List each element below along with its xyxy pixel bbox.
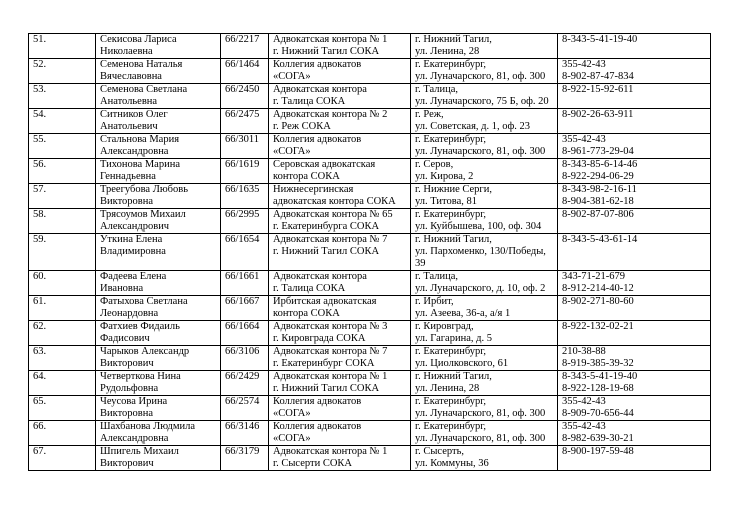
bar-organization-line: контора СОКА	[273, 308, 340, 319]
office-address-line: ул. Советская, д. 1, оф. 23	[415, 121, 531, 132]
phone-numbers-cell	[558, 271, 711, 296]
office-address-cell	[411, 371, 558, 396]
phone-numbers-line: 8-982-639-30-21	[562, 433, 634, 444]
lawyer-name-line: Фатхиев Фидаиль	[100, 321, 180, 332]
row-number-line: 62.	[33, 321, 47, 332]
office-address-line: г. Нижний Тагил,	[415, 34, 492, 45]
table-row	[29, 346, 711, 371]
registry-number-cell	[221, 271, 269, 296]
lawyer-name-line: Стальнова Мария	[100, 134, 180, 145]
registry-number-cell	[221, 59, 269, 84]
row-number-cell	[29, 59, 96, 84]
table-row	[29, 59, 711, 84]
row-number-line: 66.	[33, 421, 47, 432]
phone-numbers-cell	[558, 446, 711, 471]
lawyer-name-line: Геннадьевна	[100, 171, 156, 182]
row-number-line: 65.	[33, 396, 47, 407]
registry-number-cell	[221, 446, 269, 471]
office-address-cell	[411, 234, 558, 271]
lawyer-name-line: Семенова Наталья	[100, 59, 183, 70]
lawyer-name-cell	[96, 59, 221, 84]
phone-numbers-line: 355-42-43	[562, 421, 606, 432]
row-number-cell	[29, 234, 96, 271]
row-number-cell	[29, 396, 96, 421]
phone-numbers-cell	[558, 59, 711, 84]
phone-numbers-cell	[558, 346, 711, 371]
registry-number-cell	[221, 371, 269, 396]
registry-number-cell	[221, 184, 269, 209]
registry-number-cell	[221, 421, 269, 446]
row-number-line: 63.	[33, 346, 47, 357]
lawyer-name-line: Фадеева Елена	[100, 271, 167, 282]
registry-number-line: 66/3011	[225, 134, 260, 145]
office-address-line: 39	[415, 258, 426, 269]
office-address-line: г. Екатеринбург,	[415, 209, 487, 220]
bar-organization-line: г. Талица СОКА	[273, 96, 346, 107]
registry-number-line: 66/2475	[225, 109, 260, 120]
phone-numbers-line: 355-42-43	[562, 59, 606, 70]
registry-number-cell	[221, 346, 269, 371]
registry-number-cell	[221, 321, 269, 346]
bar-organization-line: Адвокатская контора № 7	[273, 234, 388, 245]
bar-organization-cell	[269, 84, 411, 109]
phone-numbers-line: 8-343-5-41-19-40	[562, 371, 638, 382]
registry-number-line: 66/1464	[225, 59, 260, 70]
registry-table-body	[29, 34, 711, 471]
office-address-cell	[411, 271, 558, 296]
lawyer-name-cell	[96, 346, 221, 371]
office-address-line: ул. Ленина, 28	[415, 46, 480, 57]
office-address-cell	[411, 159, 558, 184]
row-number-cell	[29, 346, 96, 371]
phone-numbers-line: 8-919-385-39-32	[562, 358, 634, 369]
office-address-line: г. Талица,	[415, 84, 459, 95]
office-address-cell	[411, 34, 558, 59]
phone-numbers-cell	[558, 396, 711, 421]
phone-numbers-line: 8-922-294-06-29	[562, 171, 634, 182]
bar-organization-line: Адвокатская контора № 65	[273, 209, 393, 220]
row-number-line: 51.	[33, 34, 47, 45]
office-address-line: ул. Пархоменко, 130/Победы,	[415, 246, 546, 257]
office-address-line: г. Екатеринбург,	[415, 346, 487, 357]
office-address-line: ул. Луначарского, д. 10, оф. 2	[415, 283, 546, 294]
lawyer-name-line: Фадисович	[100, 333, 150, 344]
bar-organization-line: Нижнесергинская	[273, 184, 354, 195]
registry-number-cell	[221, 84, 269, 109]
office-address-cell	[411, 396, 558, 421]
lawyer-name-line: Ивановна	[100, 283, 144, 294]
lawyer-name-cell	[96, 321, 221, 346]
bar-organization-line: Адвокатская контора № 3	[273, 321, 388, 332]
phone-numbers-line: 8-902-87-07-806	[562, 209, 634, 220]
row-number-cell	[29, 321, 96, 346]
row-number-line: 60.	[33, 271, 47, 282]
bar-organization-cell	[269, 159, 411, 184]
phone-numbers-cell	[558, 134, 711, 159]
phone-numbers-line: 8-961-773-29-04	[562, 146, 634, 157]
bar-organization-cell	[269, 421, 411, 446]
table-row	[29, 34, 711, 59]
lawyer-name-line: Николаевна	[100, 46, 153, 57]
bar-organization-line: г. Кировграда СОКА	[273, 333, 366, 344]
office-address-line: ул. Коммуны, 36	[415, 458, 489, 469]
phone-numbers-cell	[558, 34, 711, 59]
bar-organization-cell	[269, 321, 411, 346]
bar-organization-line: Коллегия адвокатов	[273, 421, 362, 432]
table-row	[29, 84, 711, 109]
bar-organization-cell	[269, 296, 411, 321]
registry-number-cell	[221, 296, 269, 321]
row-number-line: 64.	[33, 371, 47, 382]
registry-number-cell	[221, 209, 269, 234]
phone-numbers-cell	[558, 209, 711, 234]
lawyer-name-cell	[96, 421, 221, 446]
office-address-line: г. Екатеринбург,	[415, 134, 487, 145]
registry-number-line: 66/1619	[225, 159, 260, 170]
office-address-cell	[411, 134, 558, 159]
lawyer-name-line: Тихонова Марина	[100, 159, 180, 170]
lawyer-name-cell	[96, 209, 221, 234]
office-address-cell	[411, 296, 558, 321]
lawyer-name-cell	[96, 184, 221, 209]
registry-number-line: 66/2995	[225, 209, 260, 220]
registry-number-line: 66/1664	[225, 321, 260, 332]
phone-numbers-line: 8-900-197-59-48	[562, 446, 634, 457]
office-address-cell	[411, 421, 558, 446]
lawyer-name-line: Викторовна	[100, 408, 154, 419]
bar-organization-line: Адвокатская контора № 1	[273, 371, 388, 382]
bar-organization-line: Адвокатская контора № 1	[273, 34, 388, 45]
bar-organization-line: «СОГА»	[273, 71, 311, 82]
office-address-line: г. Екатеринбург,	[415, 396, 487, 407]
row-number-cell	[29, 371, 96, 396]
office-address-line: г. Нижний Тагил,	[415, 371, 492, 382]
registry-number-line: 66/2574	[225, 396, 260, 407]
row-number-cell	[29, 421, 96, 446]
office-address-cell	[411, 321, 558, 346]
office-address-line: ул. Ленина, 28	[415, 383, 480, 394]
bar-organization-line: г. Реж СОКА	[273, 121, 331, 132]
bar-organization-line: Серовская адвокатская	[273, 159, 376, 170]
lawyer-name-line: Александровна	[100, 433, 169, 444]
bar-organization-line: адвокатская контора СОКА	[273, 196, 396, 207]
registry-number-line: 66/3179	[225, 446, 260, 457]
office-address-line: г. Талица,	[415, 271, 459, 282]
phone-numbers-cell	[558, 234, 711, 271]
lawyer-name-line: Шахбанова Людмила	[100, 421, 196, 432]
row-number-cell	[29, 84, 96, 109]
row-number-cell	[29, 296, 96, 321]
bar-organization-line: «СОГА»	[273, 146, 311, 157]
row-number-cell	[29, 209, 96, 234]
office-address-cell	[411, 346, 558, 371]
phone-numbers-line: 8-922-15-92-611	[562, 84, 634, 95]
registry-number-cell	[221, 234, 269, 271]
registry-number-line: 66/1661	[225, 271, 260, 282]
office-address-line: ул. Луначарского, 81, оф. 300	[415, 71, 546, 82]
phone-numbers-cell	[558, 371, 711, 396]
phone-numbers-line: 8-343-98-2-16-11	[562, 184, 637, 195]
lawyer-name-line: Семенова Светлана	[100, 84, 188, 95]
bar-organization-cell	[269, 134, 411, 159]
row-number-line: 59.	[33, 234, 47, 245]
bar-organization-cell	[269, 446, 411, 471]
row-number-line: 58.	[33, 209, 47, 220]
registry-number-cell	[221, 34, 269, 59]
lawyer-name-line: Чеусова Ирина	[100, 396, 168, 407]
registry-number-line: 66/1667	[225, 296, 260, 307]
lawyer-name-line: Фатыхова Светлана	[100, 296, 188, 307]
lawyer-name-cell	[96, 446, 221, 471]
row-number-line: 57.	[33, 184, 47, 195]
table-row	[29, 209, 711, 234]
phone-numbers-line: 343-71-21-679	[562, 271, 625, 282]
office-address-line: ул. Гагарина, д. 5	[415, 333, 492, 344]
registry-number-cell	[221, 159, 269, 184]
lawyer-name-cell	[96, 134, 221, 159]
lawyer-name-line: Ситников Олег	[100, 109, 168, 120]
bar-organization-cell	[269, 234, 411, 271]
phone-numbers-line: 355-42-43	[562, 134, 606, 145]
lawyer-name-cell	[96, 396, 221, 421]
row-number-cell	[29, 34, 96, 59]
lawyer-name-line: Трясоумов Михаил	[100, 209, 186, 220]
table-row	[29, 371, 711, 396]
lawyer-name-line: Викторовна	[100, 196, 154, 207]
lawyer-name-line: Секисова Лариса	[100, 34, 177, 45]
lawyer-name-cell	[96, 34, 221, 59]
phone-numbers-line: 8-343-5-43-61-14	[562, 234, 638, 245]
phone-numbers-cell	[558, 321, 711, 346]
row-number-cell	[29, 109, 96, 134]
table-row	[29, 421, 711, 446]
bar-organization-line: Адвокатская контора № 1	[273, 446, 388, 457]
row-number-cell	[29, 134, 96, 159]
registry-number-cell	[221, 134, 269, 159]
office-address-line: г. Сысерть,	[415, 446, 464, 457]
table-row	[29, 446, 711, 471]
row-number-line: 67.	[33, 446, 47, 457]
lawyer-name-line: Четверткова Нина	[100, 371, 181, 382]
office-address-line: ул. Циолковского, 61	[415, 358, 509, 369]
lawyer-name-line: Александрович	[100, 221, 170, 232]
lawyer-name-cell	[96, 84, 221, 109]
bar-organization-cell	[269, 271, 411, 296]
lawyer-name-line: Викторович	[100, 458, 154, 469]
bar-organization-line: г. Нижний Тагил СОКА	[273, 383, 380, 394]
phone-numbers-line: 8-902-271-80-60	[562, 296, 634, 307]
office-address-line: ул. Луначарского, 81, оф. 300	[415, 146, 546, 157]
office-address-line: г. Нижний Тагил,	[415, 234, 492, 245]
registry-number-cell	[221, 109, 269, 134]
bar-organization-line: контора СОКА	[273, 171, 340, 182]
table-row	[29, 109, 711, 134]
bar-organization-cell	[269, 34, 411, 59]
bar-organization-cell	[269, 371, 411, 396]
phone-numbers-line: 8-343-5-41-19-40	[562, 34, 638, 45]
office-address-line: г. Реж,	[415, 109, 444, 120]
lawyer-name-cell	[96, 109, 221, 134]
phone-numbers-line: 8-902-26-63-911	[562, 109, 634, 120]
bar-organization-cell	[269, 109, 411, 134]
row-number-line: 56.	[33, 159, 47, 170]
lawyer-name-line: Треегубова Любовь	[100, 184, 189, 195]
phone-numbers-line: 8-902-87-47-834	[562, 71, 634, 82]
bar-organization-line: г. Екатеринбург СОКА	[273, 358, 375, 369]
office-address-line: ул. Куйбышева, 100, оф. 304	[415, 221, 542, 232]
phone-numbers-cell	[558, 159, 711, 184]
office-address-cell	[411, 109, 558, 134]
office-address-line: ул. Титова, 81	[415, 196, 477, 207]
phone-numbers-cell	[558, 421, 711, 446]
phone-numbers-line: 355-42-43	[562, 396, 606, 407]
lawyer-name-line: Шпигель Михаил	[100, 446, 179, 457]
table-row	[29, 396, 711, 421]
table-row	[29, 184, 711, 209]
office-address-line: г. Екатеринбург,	[415, 421, 487, 432]
registry-number-line: 66/2450	[225, 84, 260, 95]
bar-organization-line: Ирбитская адвокатская	[273, 296, 377, 307]
row-number-line: 55.	[33, 134, 47, 145]
bar-organization-line: Коллегия адвокатов	[273, 59, 362, 70]
row-number-line: 53.	[33, 84, 47, 95]
phone-numbers-cell	[558, 109, 711, 134]
bar-organization-line: Адвокатская контора	[273, 84, 367, 95]
row-number-cell	[29, 159, 96, 184]
office-address-line: ул. Азеева, 36-а, а/я 1	[415, 308, 511, 319]
lawyer-name-line: Чарыков Александр	[100, 346, 190, 357]
office-address-line: г. Ирбит,	[415, 296, 454, 307]
lawyer-name-cell	[96, 296, 221, 321]
phone-numbers-cell	[558, 184, 711, 209]
office-address-cell	[411, 446, 558, 471]
phone-numbers-line: 210-38-88	[562, 346, 606, 357]
bar-organization-line: г. Нижний Тагил СОКА	[273, 46, 380, 57]
registry-number-line: 66/1654	[225, 234, 260, 245]
registry-number-line: 66/1635	[225, 184, 260, 195]
bar-organization-cell	[269, 346, 411, 371]
phone-numbers-line: 8-343-85-6-14-46	[562, 159, 638, 170]
phone-numbers-line: 8-909-70-656-44	[562, 408, 634, 419]
lawyers-registry-table	[28, 33, 711, 471]
lawyer-name-line: Александровна	[100, 146, 169, 157]
bar-organization-line: Адвокатская контора № 7	[273, 346, 388, 357]
phone-numbers-line: 8-912-214-40-12	[562, 283, 634, 294]
lawyer-name-line: Анатольевна	[100, 96, 158, 107]
table-row	[29, 134, 711, 159]
bar-organization-line: г. Екатеринбурга СОКА	[273, 221, 380, 232]
lawyer-name-line: Вячеславовна	[100, 71, 162, 82]
table-row	[29, 296, 711, 321]
table-row	[29, 159, 711, 184]
office-address-line: ул. Луначарского, 81, оф. 300	[415, 433, 546, 444]
row-number-cell	[29, 446, 96, 471]
registry-number-line: 66/2217	[225, 34, 260, 45]
office-address-line: г. Екатеринбург,	[415, 59, 487, 70]
office-address-line: г. Нижние Серги,	[415, 184, 492, 195]
lawyer-name-cell	[96, 371, 221, 396]
bar-organization-line: Коллегия адвокатов	[273, 134, 362, 145]
office-address-cell	[411, 84, 558, 109]
bar-organization-line: г. Талица СОКА	[273, 283, 346, 294]
office-address-cell	[411, 59, 558, 84]
office-address-line: ул. Луначарского, 75 Б, оф. 20	[415, 96, 549, 107]
table-row	[29, 271, 711, 296]
office-address-cell	[411, 209, 558, 234]
registry-number-line: 66/3106	[225, 346, 260, 357]
lawyer-name-cell	[96, 159, 221, 184]
registry-number-cell	[221, 396, 269, 421]
lawyer-name-cell	[96, 271, 221, 296]
lawyer-name-cell	[96, 234, 221, 271]
phone-numbers-line: 8-904-381-62-18	[562, 196, 634, 207]
row-number-line: 61.	[33, 296, 47, 307]
bar-organization-line: Адвокатская контора № 2	[273, 109, 388, 120]
office-address-line: г. Кировград,	[415, 321, 474, 332]
registry-number-line: 66/3146	[225, 421, 260, 432]
lawyer-name-line: Викторович	[100, 358, 154, 369]
row-number-line: 54.	[33, 109, 47, 120]
bar-organization-line: «СОГА»	[273, 433, 311, 444]
lawyer-name-line: Уткина Елена	[100, 234, 163, 245]
bar-organization-cell	[269, 396, 411, 421]
bar-organization-line: г. Сысерти СОКА	[273, 458, 352, 469]
bar-organization-line: Коллегия адвокатов	[273, 396, 362, 407]
row-number-cell	[29, 184, 96, 209]
row-number-cell	[29, 271, 96, 296]
lawyer-name-line: Леонардовна	[100, 308, 159, 319]
bar-organization-line: Адвокатская контора	[273, 271, 367, 282]
registry-number-line: 66/2429	[225, 371, 260, 382]
phone-numbers-line: 8-922-128-19-68	[562, 383, 634, 394]
phone-numbers-line: 8-922-132-02-21	[562, 321, 634, 332]
office-address-line: ул. Кирова, 2	[415, 171, 474, 182]
bar-organization-cell	[269, 209, 411, 234]
bar-organization-cell	[269, 184, 411, 209]
bar-organization-line: г. Нижний Тагил СОКА	[273, 246, 380, 257]
table-row	[29, 321, 711, 346]
bar-organization-line: «СОГА»	[273, 408, 311, 419]
lawyer-name-line: Анатольевич	[100, 121, 158, 132]
office-address-line: г. Серов,	[415, 159, 454, 170]
office-address-cell	[411, 184, 558, 209]
office-address-line: ул. Луначарского, 81, оф. 300	[415, 408, 546, 419]
bar-organization-cell	[269, 59, 411, 84]
lawyer-name-line: Рудольфовна	[100, 383, 159, 394]
row-number-line: 52.	[33, 59, 47, 70]
lawyer-name-line: Владимировна	[100, 246, 166, 257]
phone-numbers-cell	[558, 84, 711, 109]
table-row	[29, 234, 711, 271]
phone-numbers-cell	[558, 296, 711, 321]
